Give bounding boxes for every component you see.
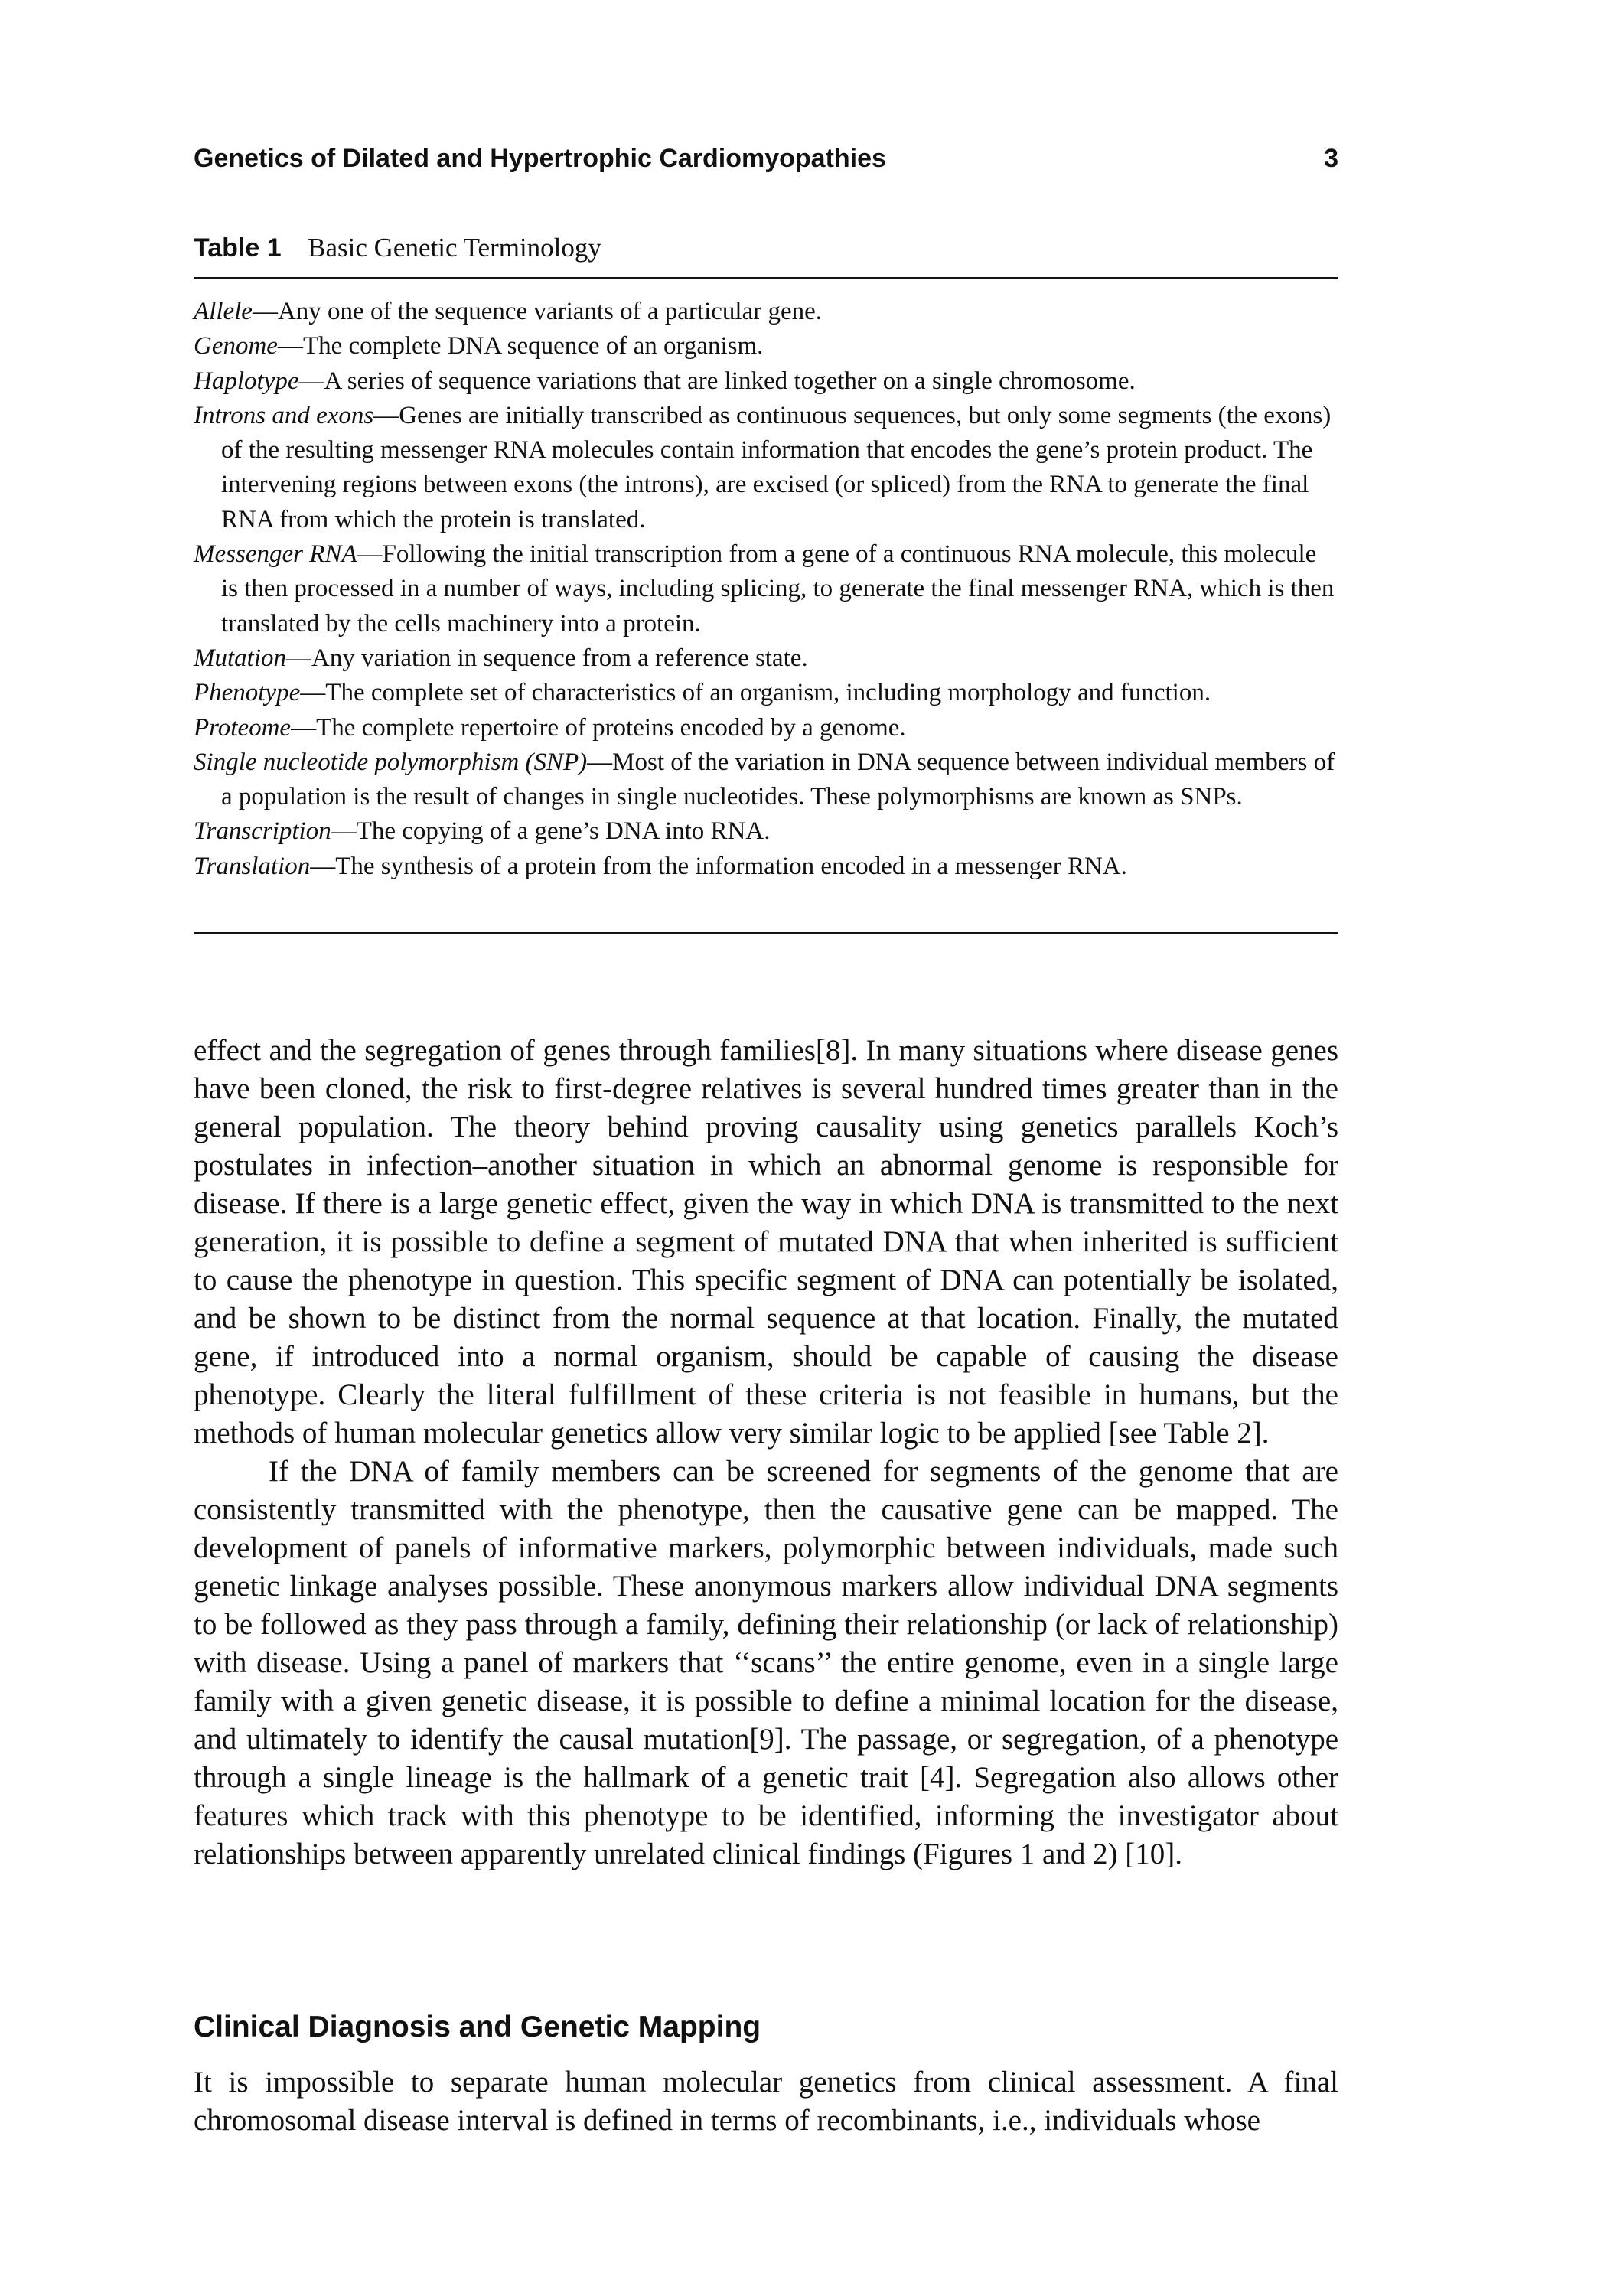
term-entry xyxy=(194,641,1338,676)
table-top-rule xyxy=(194,277,1338,279)
term-name: Proteome xyxy=(194,713,292,742)
term-definition: —Any one of the sequence variants of a particular gene. xyxy=(252,298,822,325)
term-definition: —The synthesis of a protein from the information encoded in a messenger RNA. xyxy=(310,852,1127,880)
body-paragraph-2: If the DNA of family members can be screened for segments of the genome that are consistently transmitted with the phenotype, then the causative gene can be mapped. The development of panels of informative markers, polymorphic between individuals, made such genetic linkage analyses possible. These anonymous markers allow individual DNA segments to be followed as they pass through a family, defining their relationship (or lack of relationship) with disease. Using a panel of markers that ‘‘scans’’ the entire genome, even in a single large family with a given genetic disease, it is possible to define a minimal location for the disease, and ultimately to identify the causal mutation[9]. The passage, or segregation, of a phenotype through a single lineage is the hallmark of a genetic trait [4]. Segregation also allows other features which track with this phenotype to be identified, informing the investigator about relationships between apparently unrelated clinical findings (Figures 1 and 2) [10]. xyxy=(194,1455,1338,1870)
term-entry xyxy=(194,711,1338,745)
terminology-list xyxy=(194,295,1338,884)
term-definition: —Any variation in sequence from a reference state. xyxy=(286,644,808,672)
term-definition: —The complete DNA sequence of an organism. xyxy=(277,332,764,360)
page-number: 3 xyxy=(1324,144,1338,173)
term-entry xyxy=(194,676,1338,710)
table-title: Basic Genetic Terminology xyxy=(308,233,601,263)
table-caption xyxy=(194,233,601,263)
table-bottom-rule xyxy=(194,932,1338,934)
term-entry xyxy=(194,364,1338,399)
term-definition: —The copying of a gene’s DNA into RNA. xyxy=(331,817,771,846)
body-paragraph-1: effect and the segregation of genes through families[8]. In many situations where disease genes have been cloned, the risk to first-degree relatives is several hundred times greater than in the general population. The theory behind proving causality using genetics parallels Koch’s postulates in infection–another situation in which an abnormal genome is responsible for disease. If there is a large genetic effect, given the way in which DNA is transmitted to the next generation, it is possible to define a segment of mutated DNA that when inherited is sufficient to cause the phenotype in question. This specific segment of DNA can potentially be isolated, and be shown to be distinct from the normal sequence at that location. Finally, the mutated gene, if introduced into a normal organism, should be capable of causing the disease phenotype. Clearly the literal fulfillment of these criteria is not feasible in humans, but the methods of human molecular genetics allow very similar logic to be applied [see Table 2]. xyxy=(194,1034,1338,1450)
term-entry xyxy=(194,814,1338,849)
term-definition: —The complete set of characteristics of an organism, including morphology and function. xyxy=(300,679,1211,707)
term-name: Messenger RNA xyxy=(194,540,357,569)
table-label: Table 1 xyxy=(194,233,282,263)
term-definition: —Most of the variation in DNA sequence between individual members of a population is the result of changes in single nucleotides. These polymorphisms are known as SNPs. xyxy=(221,748,1335,811)
term-definition: —The complete repertoire of proteins encoded by a genome. xyxy=(291,713,906,742)
term-name: Translation xyxy=(194,852,311,880)
term-name: Genome xyxy=(194,332,278,360)
running-head-title: Genetics of Dilated and Hypertrophic Cardiomyopathies xyxy=(194,144,886,173)
term-definition: —A series of sequence variations that are linked together on a single chromosome. xyxy=(298,367,1136,395)
term-definition: —Genes are initially transcribed as continuous sequences, but only some segments (the exons) of the resulting messenger RNA molecules contain information that encodes the gene’s protein product. The intervening regions between exons (the introns), are excised (or spliced) from the RNA to generate the final RNA from which the protein is translated. xyxy=(221,401,1332,533)
term-name: Phenotype xyxy=(194,679,301,707)
term-entry xyxy=(194,329,1338,364)
section-heading: Clinical Diagnosis and Genetic Mapping xyxy=(194,2011,761,2043)
term-name: Introns and exons xyxy=(194,401,374,429)
body-text xyxy=(194,1032,1338,1874)
term-entry xyxy=(194,399,1338,537)
term-entry xyxy=(194,850,1338,884)
term-definition: —Following the initial transcription from a gene of a continuous RNA molecule, this molecule is then processed in a number of ways, including splicing, to generate the final messenger RNA, which is then translated by the cells machinery into a protein. xyxy=(221,540,1335,638)
term-name: Mutation xyxy=(194,644,286,672)
term-entry xyxy=(194,745,1338,815)
term-name: Allele xyxy=(194,298,253,325)
term-entry xyxy=(194,537,1338,641)
term-entry xyxy=(194,295,1338,329)
section-paragraph: It is impossible to separate human molecular genetics from clinical assessment. A final chromosomal disease interval is defined in terms of recombinants, i.e., individuals whose xyxy=(194,2066,1338,2137)
running-head xyxy=(194,144,1338,174)
term-name: Transcription xyxy=(194,817,331,846)
term-name: Haplotype xyxy=(194,367,299,395)
term-name: Single nucleotide polymorphism (SNP) xyxy=(194,748,588,776)
